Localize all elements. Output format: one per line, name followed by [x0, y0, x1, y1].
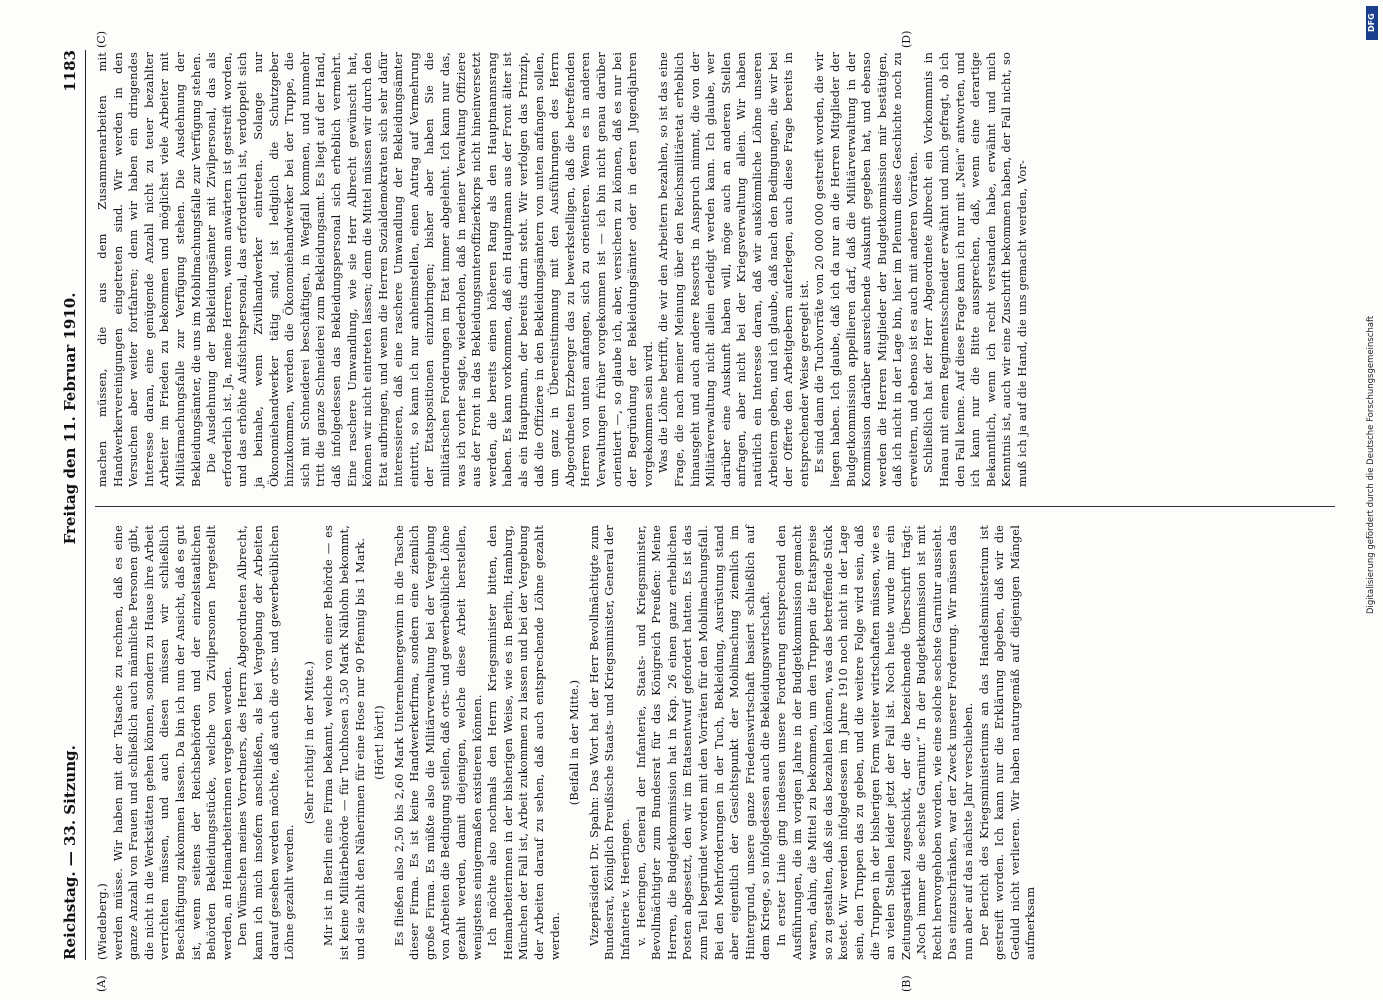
rotated-sheet	[55, 30, 1345, 992]
interjection: (Sehr richtig! in der Mitte.)	[301, 660, 316, 825]
margin-mark-b: (B)	[900, 975, 913, 992]
paragraph: Was die Löhne betrifft, die wir den Arbeitern bezahlen, so ist das eine Frage, die nach meiner Meinung über den Reichsmilitäretat erheblich hinausgeht und auch andere Ressorts in Anspruch nimmt, die von der Militärverwaltung nicht allein erledigt werden kann. Ich glaube, wer darüber eine Auskunft haben will, möge auch an anderen Stellen anfragen, aber nicht bei der Kriegsverwaltung allein. Wir haben natürlich ein Interesse daran, daß wir auskömmliche Löhne unseren Arbeitern geben, und ich glaube, daß nach den Bedingungen, die wir bei der Offerte den Arbeitgebern auferlegen, auch diese Frage bereits in entsprechender Weise geregelt ist.	[656, 52, 811, 487]
margin-mark-d: (D)	[900, 30, 913, 48]
paragraph: Es fließen also 2,50 bis 2,60 Mark Unternehmergewinn in die Tasche dieser Firma. Es ist keine Handwerkerfirma, sondern eine ziemlich große Firma. Es müßte also die Militärverwaltung bei der Vergebung von Arbeiten die Bedingung stellen, daß orts- und gewerbeübliche Löhne gezahlt werden, damit diejenigen, welche diese Arbeit herstellen, wenigstens einigermaßen existieren können.	[391, 525, 484, 960]
paragraph: Es sind dann die Tuchvorräte von 20 000 000 gestreift worden, die wir liegen haben. Ich glaube, daß ich da nur an die Herren Mitglieder der Budgetkommission appellieren darf, daß die Militärverwaltung in der Kommission darüber ausreichende Auskunft gegeben hat, und ebenso werden die Herren Mitglieder der Budgetkommission mir bestätigen, daß ich nicht in der Lage bin, hier im Plenum diese Geschichte noch zu erweitern, und ebenso ist es auch mit anderen Vorräten.	[812, 52, 920, 487]
dfg-logo: DFG	[1366, 6, 1378, 40]
right-column	[95, 52, 1031, 487]
paragraph: Mir ist in Berlin eine Firma bekannt, welche von einer Behörde — es ist keine Militärbehörde — für Tuchhosen 3,50 Mark Nählohn bekommt, und sie zahlt den Näherinnen für eine Hose nur 90 Pfennig bis 1 Mark.	[321, 525, 367, 960]
margin-mark-c: (C)	[95, 31, 108, 48]
paragraph: Ich möchte also nochmals den Herrn Kriegsminister bitten, den Heimarbeiterinnen in der bisherigen Weise, wie es in Berlin, Hamburg, München der Fall ist, Arbeit zukommen zu lassen und bei der Vergebung der Arbeiten darauf zu sehen, daß auch entsprechende Löhne gezahlt werden.	[485, 525, 562, 960]
margin-mark-a: (A)	[95, 975, 108, 992]
page-number: 1183	[61, 50, 79, 92]
column-divider	[95, 506, 1335, 507]
digitization-credit: Digitalisierung gefördert durch die Deutsche Forschungsgemeinschaft	[1366, 315, 1376, 614]
header-date: Freitag den 11. Februar 1910.	[61, 292, 79, 545]
paragraph: v. Heeringen, General der Infanterie, Staats- und Kriegsminister, Bevollmächtigter zum Bundesrat für das Königreich Preußen: Meine Herren, die Budgetkommission hat in Kap. 26 einen ganz erheblichen Posten abgesetzt, den wir im Etatsentwurf gefordert hatten. Es ist das zum Teil begründet worden mit den Vorräten für den Mobilmachungsfall. Bei den Mehrforderungen in der Tuch, Bekleidung, Ausrüstung stand aber eigentlich der Gesichtspunkt der Mobilmachung ziemlich im Hintergrund, unsere ganze Friedenswirtschaft basiert schließlich auf dem Kriege, so infolgedessen auch die Bekleidungswirtschaft.	[633, 525, 773, 960]
page-header	[55, 50, 86, 960]
paragraph: Der Bericht des Kriegsministeriums an das Handelsministerium ist gestreift worden. Ich kann nur die Erklärung abgeben, daß wir die Geduld nicht verlieren. Wir haben naturgemäß auf diejenigen Mängel aufmerksam	[976, 525, 1038, 960]
left-column	[95, 525, 1039, 960]
interjection: (Beifall in der Mitte.)	[567, 679, 582, 806]
speaker-reference: (Wiedeberg.)	[95, 882, 109, 960]
paragraph: werden müsse. Wir haben mit der Tatsache zu rechnen, daß es eine ganze Anzahl von Frauen und schließlich auch männliche Personen gibt, die nicht in die Werkstätten gehen können, sondern zu Hause ihre Arbeit verrichten müssen, und auch diesen müssen wir schließlich Beschäftigung zukommen lassen. Da bin ich nun der Ansicht, daß es gut ist, wenn seitens der Reichsbehörden und der einzelstaatlichen Behörden Bekleidungsstücke, welche von Zivilpersonen hergestellt werden, an Heimarbeiterinnen vergeben werden.	[110, 525, 234, 960]
paragraph: Die Ausdehnung der Bekleidungsämter mit Zivilpersonal, das als erforderlich ist. Ja, meine Herren, wenn anwärtern ist gestreift worden, und das erhöhte Aufsichtspersonal, das erforderlich ist, verdoppelt sich ja beinahe, wenn Zivilhandwerker eintreten. Solange nur Ökonomiehandwerker tätig sind, ist lediglich die Schutzgeber hinzukommen, werden die Ökonomiehandwerker bei der Truppe, die sich mit Schneiderei beschäftigen, in Wegfall kommen, und nunmehr tritt die ganze Schneiderei zum Bekleidungsamt. Es liegt auf der Hand, daß infolgedessen das Bekleidungspersonal sich erheblich vermehrt. Eine raschere Umwandlung, wie sie Herr Albrecht gewünscht hat, können wir nicht eintreten lassen; denn die Mittel müssen wir durch den Etat aufbringen, und wenn die Herren Sozialdemokraten sich sehr dafür interessieren, daß eine raschere Umwandlung der Bekleidungsämter eintritt, so kann ich nur anheimstellen, einen Antrag auf Vermehrung der Etatspositionen einzubringen; bisher aber haben Sie die militärischen Forderungen im Etat immer abgelehnt. Ich kann nur das, was ich vorher sagte, wiederholen, daß in meiner Verwaltung Offiziere aus der Front in das Bekleidungsunteroffizierkorps nicht hineinversetzt werden, die bereits einen höheren Rang als den Hauptmannsrang haben. Es kann vorkommen, daß ein Hauptmann aus der Front älter ist als ein Hauptmann, der bereits darin steht. Wir verfolgen das Prinzip, daß die Offiziere in den Bekleidungsämtern von unten anfangen sollen, um ganz in Übereinstimmung mit den Ausführungen des Herrn Abgeordneten Erzberger das zu bewerkstelligen, daß die betreffenden Herren von unten anfangen, sich zu orientieren. Wenn es in anderen Verwaltungen früher vorgekommen ist — ich bin nicht genau darüber orientiert —, so glaube ich, aber, versichern zu können, daß es nur bei der Begründung der Bekleidungsämter oder in deren Jugendjahren vorgekommen sein wird.	[204, 52, 655, 487]
paragraph: machen müssen, die aus dem Zusammenarbeiten mit Handwerkervereinigungen eingetreten sind. Wir werden in den Versuchen aber weiter fortfahren; denn wir haben ein dringendes Interesse daran, eine genügende Anzahl nicht zu teuer bezahlter Arbeiter im Frieden zu bekommen und möglichst viele Arbeiter mit Militärmachungsfalle zur Verfügung stehen. Die Ausdehnung der Bekleidungsämter, die uns im Mobilmachungsfalle zur Verfügung stehen.	[95, 52, 203, 487]
header-left: Reichstag. — 33. Sitzung.	[61, 745, 79, 960]
paragraph: Schließlich hat der Herr Abgeordnete Albrecht ein Vorkommnis in Hanau mit einem Regimentsschneider erwähnt und mich gefragt, ob ich den Fall kenne. Auf diese Frage kann ich nur mit „Nein“ antworten, und ich kann nur die Bitte aussprechen, daß, wenn eine derartige Bekanntlich, wenn ich recht verstanden habe, erwähnt und mich Kenntnis ist, auch wir eine Zuschrift bekommen haben, der Fall nicht, so muß ich ja auf die Hand, die uns gemacht werden, Vor-	[921, 52, 1030, 487]
interjection: (Hört! hört!)	[372, 705, 387, 780]
paragraph: Vizepräsident Dr. Spahn: Das Wort hat der Herr Bevollmächtigte zum Bundesrat, Königlich Preußische Staats- und Kriegsminister, General der Infanterie v. Heeringen.	[586, 525, 632, 960]
paragraph: Den Wünschen meines Vorredners, des Herrn Abgeordneten Albrecht, kann ich mich insofern anschließen, als bei Vergebung der Arbeiten darauf gesehen werden möchte, daß auch die orts- und gewerbeüblichen Löhne gezahlt werden.	[235, 525, 297, 960]
paragraph: In erster Linie ging indessen unsere Forderung entsprechend den Ausführungen, die im vorigen Jahre in der Budgetkommission gemacht waren, dahin, die Mittel zu bekommen, um den Truppen die Etatspreise so zu gestalten, daß sie das bezahlen können, was das betreffende Stück kostet. Wir werden infolgedessen im Jahre 1910 noch nicht in der Lage sein, den Truppen das zu geben, und die weitere Folge wird sein, daß die Truppen in der bisherigen Form weiter wirtschaften müssen, wie es an vielen Stellen leider jetzt der Fall ist. Noch heute wurde mir ein Zeitungsartikel zugeschickt, der die bezeichnende Überschrift trägt: „Noch immer die sechste Garnitur.“ In der Budgetkommission ist mit Recht hervorgehoben worden, wie eine solche sechste Garnitur aussieht. Das einzuschränken, war der Zweck unserer Forderung. Wir müssen das nun aber auf das nächste Jahr verschieben.	[773, 525, 976, 960]
